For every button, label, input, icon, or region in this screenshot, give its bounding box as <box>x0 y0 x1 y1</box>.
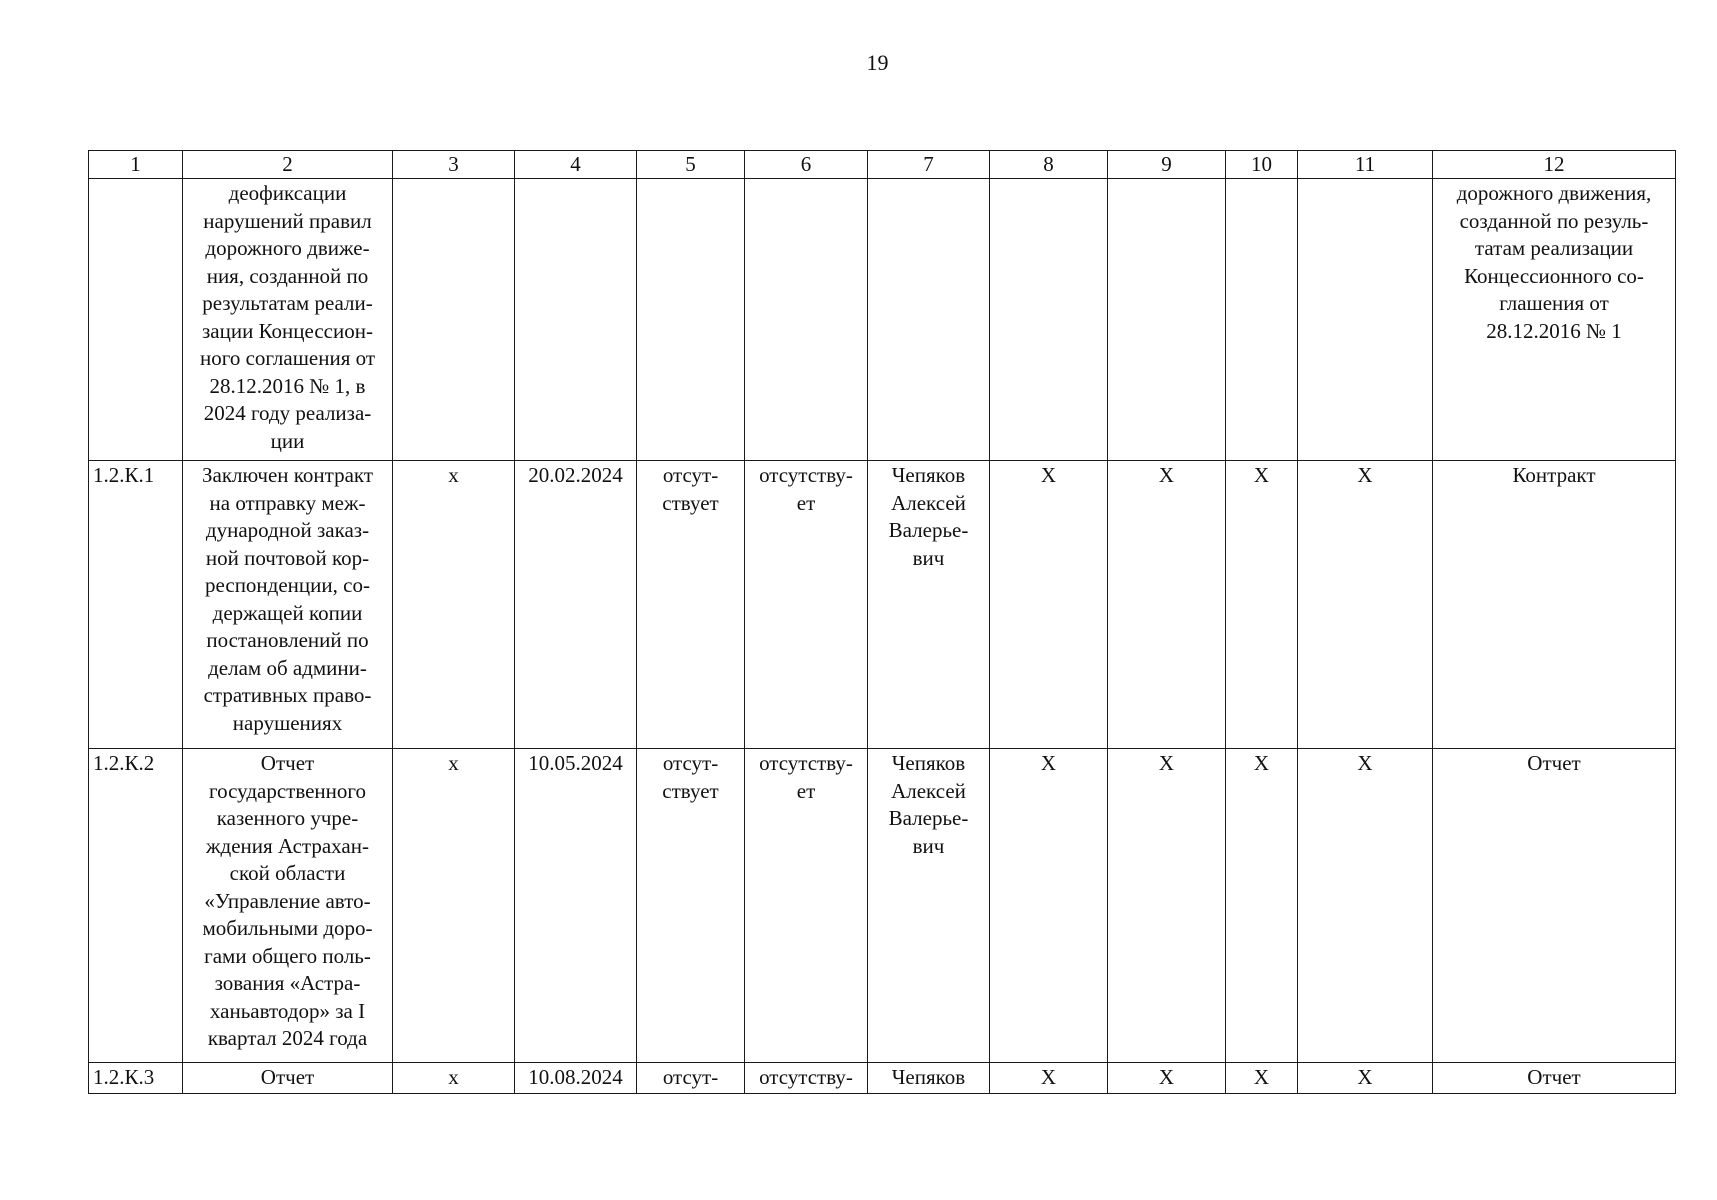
cell <box>1108 179 1226 461</box>
cell: х <box>393 749 515 1063</box>
cell-number: 1.2.К.3 <box>89 1063 183 1094</box>
cell-responsible <box>868 179 990 461</box>
cell-document: Отчет <box>1433 1063 1676 1094</box>
event-table <box>88 150 1676 1094</box>
cell-document: дорожного движения, созданной по резуль- татам реализации Концессионного со- глашения от 28.12.2016 № 1 <box>1433 179 1676 461</box>
cell-number <box>89 179 183 461</box>
cell <box>745 179 868 461</box>
cell: отсут- ствует <box>637 749 745 1063</box>
table-row <box>89 749 1676 1063</box>
cell-name: Отчет государственного казенного учре- ждения Астрахан- ской области «Управление авто- мобильными доро- гами общего поль- зования «Астра- ханьавтодор» за I квартал 2024 года <box>183 749 393 1063</box>
cell: х <box>393 1063 515 1094</box>
table-row <box>89 1063 1676 1094</box>
column-number-row <box>89 151 1676 179</box>
cell-responsible: Чепяков <box>868 1063 990 1094</box>
cell-date: 10.05.2024 <box>515 749 637 1063</box>
cell-responsible: Чепяков Алексей Валерье- вич <box>868 461 990 749</box>
cell: отсутству- ет <box>745 749 868 1063</box>
cell-name: Заключен контракт на отправку меж- дународной заказ- ной почтовой кор- респонденции, со- держащей копии постановлений по делам об админи- стративных право- нарушениях <box>183 461 393 749</box>
cell: Х <box>990 1063 1108 1094</box>
cell: Х <box>1226 749 1298 1063</box>
cell-document: Контракт <box>1433 461 1676 749</box>
cell: отсутству- <box>745 1063 868 1094</box>
column-number: 9 <box>1108 151 1226 179</box>
column-number: 6 <box>745 151 868 179</box>
cell-name: деофиксации нарушений правил дорожного движе- ния, созданной по результатам реали- зации Концессион- ного соглашения от 28.12.2016 № 1, в 2024 году реализа- ции <box>183 179 393 461</box>
cell: отсут- <box>637 1063 745 1094</box>
cell-number: 1.2.К.2 <box>89 749 183 1063</box>
cell <box>393 179 515 461</box>
column-number: 3 <box>393 151 515 179</box>
column-number: 5 <box>637 151 745 179</box>
column-number: 1 <box>89 151 183 179</box>
table-row <box>89 461 1676 749</box>
column-number: 8 <box>990 151 1108 179</box>
cell <box>1298 179 1433 461</box>
cell: отсутству- ет <box>745 461 868 749</box>
cell-responsible: Чепяков Алексей Валерье- вич <box>868 749 990 1063</box>
cell-name: Отчет <box>183 1063 393 1094</box>
cell-date: 10.08.2024 <box>515 1063 637 1094</box>
cell-date <box>515 179 637 461</box>
cell: Х <box>1298 749 1433 1063</box>
cell: Х <box>1298 1063 1433 1094</box>
cell: Х <box>990 749 1108 1063</box>
cell: отсут- ствует <box>637 461 745 749</box>
cell-number: 1.2.К.1 <box>89 461 183 749</box>
cell <box>990 179 1108 461</box>
column-number: 4 <box>515 151 637 179</box>
column-number: 11 <box>1298 151 1433 179</box>
cell: Х <box>1108 749 1226 1063</box>
cell: Х <box>1108 461 1226 749</box>
column-number: 12 <box>1433 151 1676 179</box>
cell: Х <box>1108 1063 1226 1094</box>
cell <box>1226 179 1298 461</box>
cell-document: Отчет <box>1433 749 1676 1063</box>
column-number: 2 <box>183 151 393 179</box>
cell: Х <box>1226 1063 1298 1094</box>
table-row <box>89 179 1676 461</box>
cell: Х <box>1226 461 1298 749</box>
column-number: 7 <box>868 151 990 179</box>
cell <box>637 179 745 461</box>
cell: Х <box>990 461 1108 749</box>
page-number: 19 <box>866 50 889 75</box>
column-number: 10 <box>1226 151 1298 179</box>
cell-date: 20.02.2024 <box>515 461 637 749</box>
cell: х <box>393 461 515 749</box>
cell: Х <box>1298 461 1433 749</box>
